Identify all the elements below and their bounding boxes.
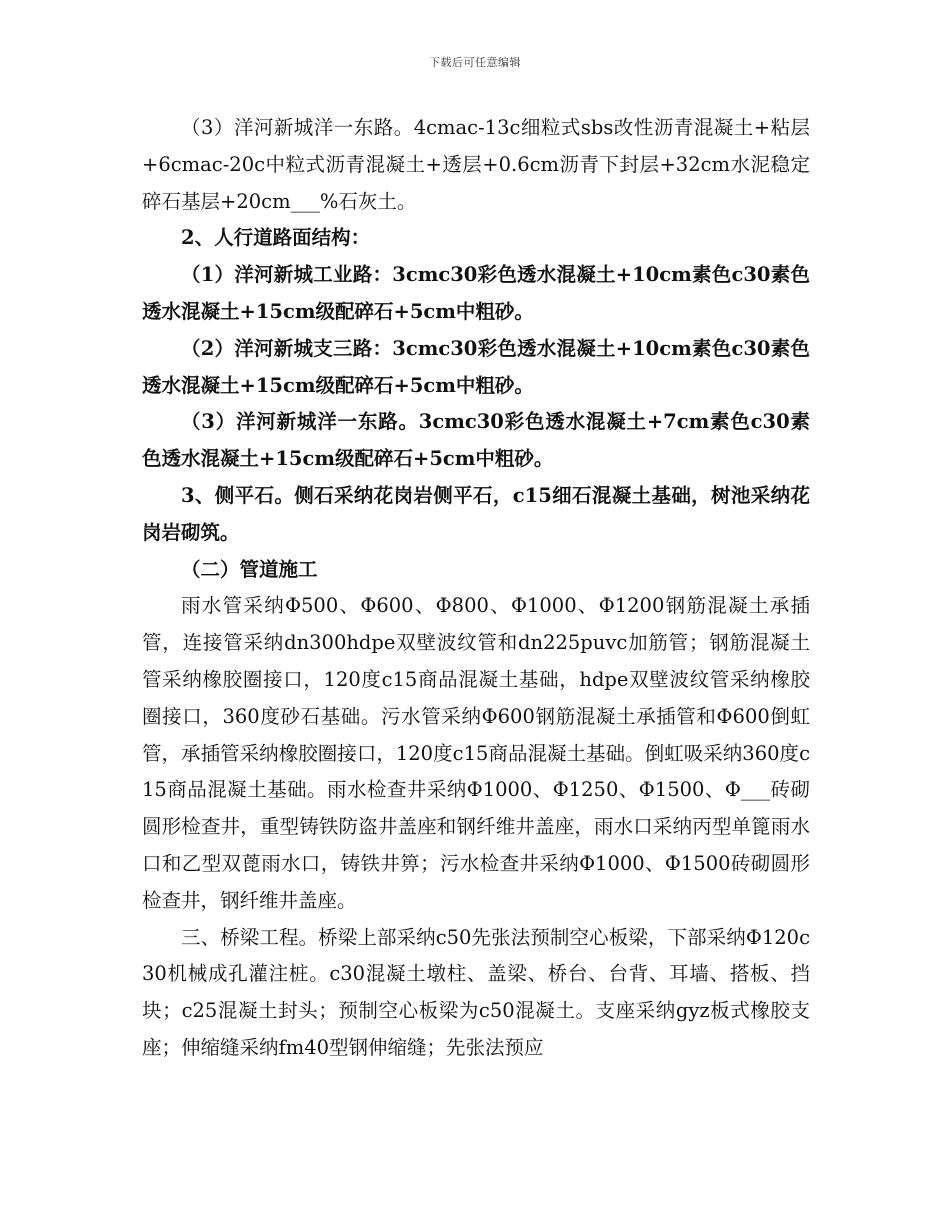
paragraph-sidewalk-industrial-road: （1）洋河新城工业路：3cmc30彩色透水混凝土+10cm素色c30素色透水混凝土+15cm级配碎石+5cm中粗砂。 bbox=[142, 263, 810, 323]
paragraph-road-structure-yangyi-east: （3）洋河新城洋一东路。4cmac-13c细粒式sbs改性沥青混凝土+粘层+6cmac-20c中粒式沥青混凝土+透层+0.6cm沥青下封层+32cm水泥稳定碎石基层+20cm___%石灰土。 bbox=[142, 116, 810, 213]
paragraph-sidewalk-branch-three-road: （2）洋河新城支三路：3cmc30彩色透水混凝土+10cm素色c30素色透水混凝土+15cm级配碎石+5cm中粗砂。 bbox=[142, 336, 810, 397]
paragraph-sidewalk-yangyi-east: （3）洋河新城洋一东路。3cmc30彩色透水混凝土+7cm素色c30素色透水混凝土+15cm级配碎石+5cm中粗砂。 bbox=[142, 410, 810, 471]
section-heading-sidewalk-structure: 2、人行道路面结构： bbox=[181, 226, 371, 250]
page-header: 下载后可任意编辑 bbox=[429, 56, 521, 69]
paragraph-pipeline-details: 雨水管采纳Φ500、Φ600、Φ800、Φ1000、Φ1200钢筋混凝土承插管，连接管采纳dn300hdpe双壁波纹管和dn225puvc加筋管；钢筋混凝土管采纳橡胶圈接口，120度c15商品混凝土基础，hdpe双壁波纹管采纳橡胶圈接口，360度砂石基础。污水管采纳Φ600钢筋混凝土承插管和Φ600倒虹管，承插管采纳橡胶圈接口，120度c15商品混凝土基础。倒虹吸采纳360度c15商品混凝土基础。雨水检查井采纳Φ1000、Φ1250、Φ1500、Φ___砖砌圆形检查井，重型铸铁防盗井盖座和钢纤维井盖座，雨水口采纳丙型单篦雨水口和乙型双蓖雨水口，铸铁井箅；污水检查井采纳Φ1000、Φ1500砖砌圆形检查井，钢纤维井盖座。 bbox=[142, 594, 810, 912]
section-heading-pipeline-construction: （二）管道施工 bbox=[181, 557, 318, 581]
document-body bbox=[142, 110, 810, 1067]
paragraph-bridge-engineering: 三、桥梁工程。桥梁上部采纳c50先张法预制空心板梁，下部采纳Φ120c30机械成孔灌注桩。c30混凝土墩柱、盖梁、桥台、台背、耳墙、搭板、挡块；c25混凝土封头；预制空心板梁为c50混凝土。支座采纳gyz板式橡胶支座；伸缩缝采纳fm40型钢伸缩缝；先张法预应 bbox=[142, 925, 810, 1059]
paragraph-curb-stone: 3、侧平石。侧石采纳花岗岩侧平石，c15细石混凝土基础，树池采纳花岗岩砌筑。 bbox=[142, 483, 810, 544]
